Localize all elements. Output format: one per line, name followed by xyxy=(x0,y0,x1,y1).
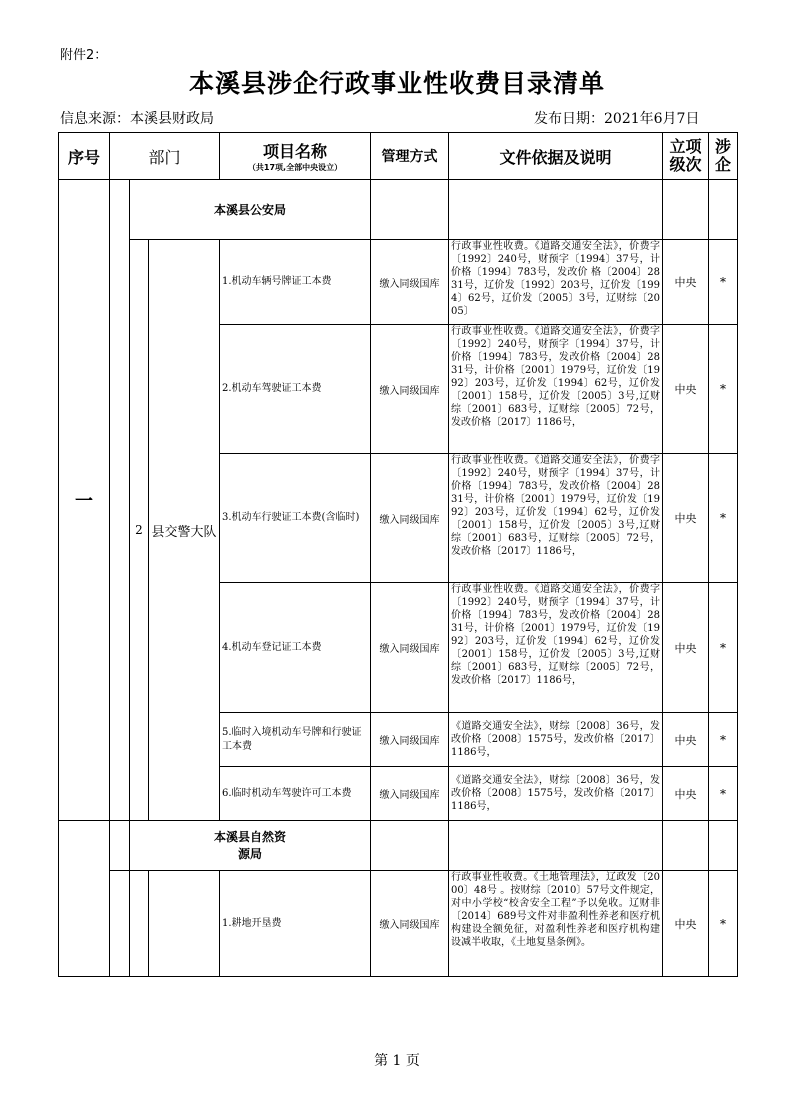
basis-text xyxy=(449,871,663,977)
header-mgmt: 管理方式 xyxy=(371,133,449,180)
mgmt-method: 缴入同级国库 xyxy=(371,767,449,821)
empty-cell xyxy=(709,821,738,871)
header-basis: 文件依据及说明 xyxy=(449,133,663,180)
group-seq: 一 xyxy=(59,180,110,821)
item-name: 1.机动车辆号牌证工本费 xyxy=(220,240,371,325)
attachment-label: 附件2： xyxy=(60,48,108,63)
mgmt-method: 缴入同级国库 xyxy=(371,325,449,454)
header-seq: 序号 xyxy=(59,133,110,180)
header-item xyxy=(220,133,371,180)
document-title: 本溪县涉企行政事业性收费目录清单 xyxy=(188,69,605,98)
group-spacer xyxy=(110,821,130,871)
basis-content: 行政事业性收费。《土地管理法》，辽政发〔2000〕48号 。按财综〔2010〕57号文件规定，对中小学校“校舍安全工程”予以免收。辽财非〔2014〕689号文件对非盈利性养老和医疗机构建设全额免征，对盈利性养老和医疗机构建设减半收取，《土地复垦条例》。 xyxy=(451,872,661,948)
item-name: 5.临时入境机动车号牌和行驶证工本费 xyxy=(220,713,371,767)
dept-public-security: 本溪县公安局 xyxy=(130,180,371,240)
page-number: 第 1 页 xyxy=(374,1053,420,1069)
level-cell: 中央 xyxy=(663,240,709,325)
item-name: 2.机动车驾驶证工本费 xyxy=(220,325,371,454)
enterprise-mark: * xyxy=(709,240,738,325)
level-cell: 中央 xyxy=(663,325,709,454)
header-item-subtitle: （共17项,全部中央设立） xyxy=(247,163,343,172)
item-name: 1.耕地开垦费 xyxy=(220,871,371,977)
sub-dept-name-empty xyxy=(149,871,220,977)
sub-dept-name: 县交警大队 xyxy=(149,240,220,821)
basis-content: 行政事业性收费。《道路交通安全法》，价费字〔1992〕240号，财预字〔1994〕37号，计价格〔1994〕783号，发改价 格〔2004〕2831号，辽价发〔1992〕203号，辽价发〔1994〕62号，辽价发〔2005〕3号，辽财综〔2005〕 xyxy=(451,241,661,317)
enterprise-mark: * xyxy=(709,583,738,713)
level-cell: 中央 xyxy=(663,454,709,583)
table-row xyxy=(59,871,738,977)
header-row xyxy=(59,133,738,180)
basis-content: 行政事业性收费。《道路交通安全法》，价费字〔1992〕240号，财预字〔1994〕37号，计价格〔1994〕783号，发改价格〔2004〕2831号，计价格〔2001〕1979号，辽价发〔1992〕203号，辽价发〔1994〕62号，辽价发〔2001〕158号，辽价发〔2005〕3号,辽财综〔2001〕683号，辽财综〔2005〕72号，发改价格〔2017〕1186号， xyxy=(451,584,661,686)
publish-date: 发布日期：2021年6月7日 xyxy=(534,111,700,127)
item-name: 3.机动车行驶证工本费(含临时) xyxy=(220,454,371,583)
group-spacer xyxy=(110,180,130,821)
dept-row-natural-resources xyxy=(59,821,738,871)
fee-catalog-table xyxy=(58,132,738,977)
empty-cell xyxy=(709,180,738,240)
group-spacer xyxy=(110,871,130,977)
mgmt-method: 缴入同级国库 xyxy=(371,871,449,977)
enterprise-mark: * xyxy=(709,767,738,821)
basis-content: 行政事业性收费。《道路交通安全法》，价费字〔1992〕240号，财预字〔1994〕37号，计价格〔1994〕783号，发改价格〔2004〕2831号，计价格〔2001〕1979号，辽价发〔1992〕203号，辽价发〔1994〕62号，辽价发〔2001〕158号，辽价发〔2005〕3号,辽财综〔2001〕683号，辽财综〔2005〕72号，发改价格〔2017〕1186号， xyxy=(451,455,661,557)
header-enterprise: 涉企 xyxy=(709,133,738,180)
dept-natural-resources xyxy=(130,821,371,871)
item-name: 4.机动车登记证工本费 xyxy=(220,583,371,713)
empty-cell xyxy=(449,180,663,240)
empty-cell xyxy=(371,821,449,871)
item-name: 6.临时机动车驾驶许可工本费 xyxy=(220,767,371,821)
mgmt-method: 缴入同级国库 xyxy=(371,583,449,713)
empty-cell xyxy=(663,821,709,871)
enterprise-mark: * xyxy=(709,871,738,977)
info-source: 信息来源：本溪县财政局 xyxy=(60,111,214,127)
basis-text xyxy=(449,325,663,454)
enterprise-mark: * xyxy=(709,325,738,454)
table-row xyxy=(59,240,738,325)
sub-dept-index-empty xyxy=(130,871,149,977)
level-cell: 中央 xyxy=(663,871,709,977)
basis-text xyxy=(449,583,663,713)
empty-cell xyxy=(663,180,709,240)
level-cell: 中央 xyxy=(663,767,709,821)
header-dept: 部门 xyxy=(110,133,220,180)
basis-text xyxy=(449,240,663,325)
sub-dept-index: 2 xyxy=(130,240,149,821)
mgmt-method: 缴入同级国库 xyxy=(371,454,449,583)
mgmt-method: 缴入同级国库 xyxy=(371,240,449,325)
group-seq-empty xyxy=(59,821,110,977)
enterprise-mark: * xyxy=(709,713,738,767)
empty-cell xyxy=(371,180,449,240)
enterprise-mark: * xyxy=(709,454,738,583)
mgmt-method: 缴入同级国库 xyxy=(371,713,449,767)
level-cell: 中央 xyxy=(663,583,709,713)
dept-natural-resources-label: 本溪县自然资源局 xyxy=(213,830,286,861)
basis-text: 《道路交通安全法》，财综〔2008〕36号，发改价格〔2008〕1575号，发改价格〔2017〕1186号， xyxy=(449,713,663,767)
empty-cell xyxy=(449,821,663,871)
basis-content: 行政事业性收费。《道路交通安全法》，价费字〔1992〕240号，财预字〔1994〕37号，计价格〔1994〕783号，发改价格〔2004〕2831号，计价格〔2001〕1979号，辽价发〔1992〕203号，辽价发〔1994〕62号，辽价发〔2001〕158号，辽价发〔2005〕3号,辽财综〔2001〕683号，辽财综〔2005〕72号，发改价格〔2017〕1186号， xyxy=(451,326,661,428)
basis-text xyxy=(449,454,663,583)
basis-text: 《道路交通安全法》，财综〔2008〕36号，发改价格〔2008〕1575号，发改价格〔2017〕1186号， xyxy=(449,767,663,821)
header-item-title: 项目名称 xyxy=(263,142,328,161)
level-cell: 中央 xyxy=(663,713,709,767)
dept-row-public-security xyxy=(59,180,738,240)
header-level: 立项级次 xyxy=(663,133,709,180)
